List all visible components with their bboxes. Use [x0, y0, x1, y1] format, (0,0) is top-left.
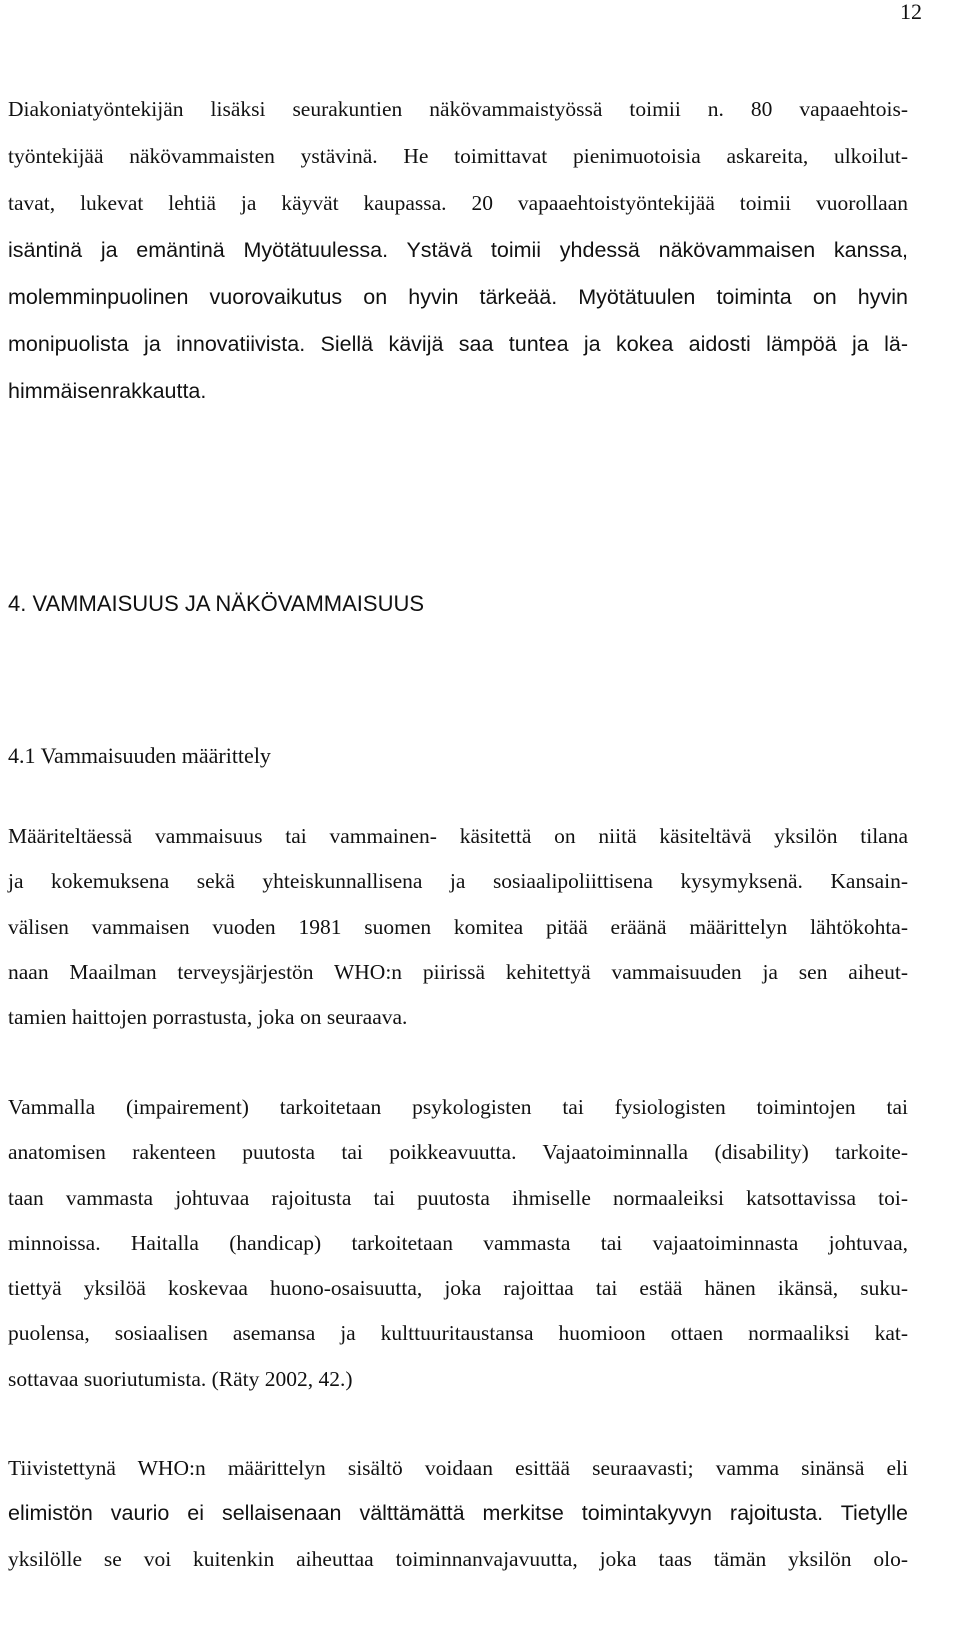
text-line: Tiivistettynä WHO:n määrittelyn sisältö voidaan esittää seuraavasti; vamma sinänsä eli: [8, 1456, 908, 1480]
paragraph-diakonia: [8, 86, 908, 415]
paragraph-who-terms: [8, 1085, 908, 1402]
text-line: anatomisen rakenteen puutosta tai poikkeavuutta. Vajaatoiminnalla (disability) tarkoite-: [8, 1140, 908, 1165]
paragraph-who-summary: [8, 1446, 908, 1582]
paragraph-definition-intro: [8, 814, 908, 1040]
text-line: taan vammasta johtuvaa rajoitusta tai puutosta ihmiselle normaaleiksi katsottavissa toi-: [8, 1185, 908, 1210]
text-line: himmäisenrakkautta.: [8, 379, 207, 403]
text-line: työntekijää näkövammaisten ystävinä. He toimittavat pienimuotoisia askareita, ulkoilut-: [8, 144, 908, 168]
chapter-heading: 4. VAMMAISUUS JA NÄKÖVAMMAISUUS: [8, 591, 425, 616]
text-line: puolensa, sosiaalisen asemansa ja kulttuuritaustansa huomioon ottaen normaaliksi kat-: [8, 1321, 908, 1346]
text-line: välisen vammaisen vuoden 1981 suomen komitea pitää eräänä määrittelyn lähtökohta-: [8, 914, 908, 939]
text-line: tavat, lukevat lehtiä ja käyvät kaupassa. 20 vapaaehtoistyöntekijää toimii vuorollaan: [8, 191, 908, 215]
text-line: isäntinä ja emäntinä Myötätuulessa. Ystävä toimii yhdessä näkövammaisen kanssa,: [8, 238, 908, 262]
text-line: ja kokemuksena sekä yhteiskunnallisena ja sosiaalipoliittisena kysymyksenä. Kansain-: [8, 869, 908, 894]
text-line: molemminpuolinen vuorovaikutus on hyvin tärkeää. Myötätuulen toiminta on hyvin: [8, 285, 908, 309]
page-number: 12: [900, 0, 922, 24]
text-line: minnoissa. Haitalla (handicap) tarkoitetaan vammasta tai vajaatoiminnasta johtuvaa,: [8, 1230, 908, 1255]
text-line: Määriteltäessä vammaisuus tai vammainen- käsitettä on niitä käsiteltävä yksilön tilana: [8, 824, 908, 848]
text-line: tamien haittojen porrastusta, joka on seuraava.: [8, 1005, 408, 1030]
text-line: elimistön vaurio ei sellaisenaan välttämättä merkitse toimintakyvyn rajoitusta. Tietylle: [8, 1501, 908, 1526]
section-heading: 4.1 Vammaisuuden määrittely: [8, 743, 271, 768]
text-line: Diakoniatyöntekijän lisäksi seurakuntien näkövammaistyössä toimii n. 80 vapaaehtois-: [8, 97, 908, 121]
text-line: sottavaa suoriutumista. (Räty 2002, 42.): [8, 1366, 353, 1391]
text-line: Vammalla (impairement) tarkoitetaan psykologisten tai fysiologisten toimintojen tai: [8, 1095, 908, 1119]
text-line: monipuolista ja innovatiivista. Siellä kävijä saa tuntea ja kokea aidosti lämpöä ja lä-: [8, 332, 908, 356]
text-line: yksilölle se voi kuitenkin aiheuttaa toiminnanvajavuutta, joka taas tämän yksilön olo-: [8, 1546, 908, 1571]
text-line: tiettyä yksilöä koskevaa huono-osaisuutta, joka rajoittaa tai estää hänen ikänsä, suku-: [8, 1276, 908, 1301]
text-line: naan Maailman terveysjärjestön WHO:n piirissä kehitettyä vammaisuuden ja sen aiheut-: [8, 959, 908, 984]
